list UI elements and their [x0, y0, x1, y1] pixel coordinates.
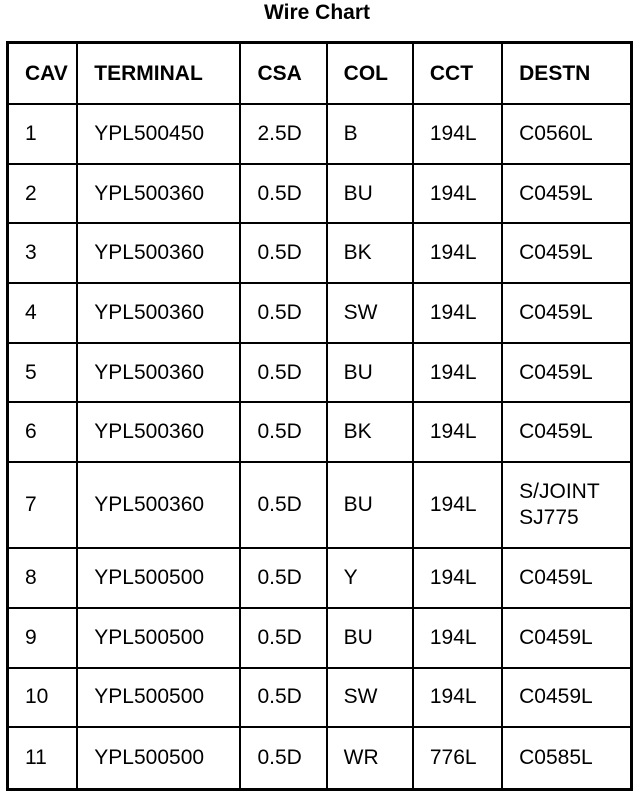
cell-cav: 8 [8, 548, 78, 608]
table-row [8, 668, 632, 728]
header-cct: CCT [413, 43, 502, 105]
table-row [8, 283, 632, 343]
cell-col: BU [327, 462, 413, 548]
cell-cct: 194L [413, 608, 502, 668]
cell-cav: 10 [8, 668, 78, 728]
cell-cav: 4 [8, 283, 78, 343]
cell-csa: 2.5D [240, 104, 326, 164]
cell-csa: 0.5D [240, 283, 326, 343]
cell-destn: C0459L [502, 548, 631, 608]
wire-chart-table [6, 41, 633, 791]
header-csa: CSA [240, 43, 326, 105]
cell-cct: 194L [413, 223, 502, 283]
cell-terminal: YPL500500 [77, 608, 240, 668]
cell-cav: 9 [8, 608, 78, 668]
cell-cav: 1 [8, 104, 78, 164]
cell-cav: 2 [8, 164, 78, 224]
header-destn: DESTN [502, 43, 631, 105]
table-row [8, 343, 632, 403]
header-col: COL [327, 43, 413, 105]
cell-terminal: YPL500360 [77, 164, 240, 224]
table-row [8, 727, 632, 789]
cell-csa: 0.5D [240, 668, 326, 728]
cell-destn-line: SJ775 [519, 506, 579, 530]
cell-destn: C0560L [502, 104, 631, 164]
cell-cct: 194L [413, 343, 502, 403]
cell-cct: 194L [413, 283, 502, 343]
cell-csa: 0.5D [240, 402, 326, 462]
cell-csa: 0.5D [240, 223, 326, 283]
cell-terminal: YPL500360 [77, 402, 240, 462]
cell-terminal: YPL500360 [77, 283, 240, 343]
cell-destn-line: S/JOINT [519, 480, 600, 504]
cell-csa: 0.5D [240, 462, 326, 548]
cell-csa: 0.5D [240, 343, 326, 403]
cell-destn: C0459L [502, 343, 631, 403]
cell-cct: 194L [413, 402, 502, 462]
cell-terminal: YPL500360 [77, 223, 240, 283]
cell-cav: 6 [8, 402, 78, 462]
cell-terminal: YPL500500 [77, 548, 240, 608]
cell-col: SW [327, 668, 413, 728]
cell-col: BU [327, 343, 413, 403]
cell-destn: C0459L [502, 283, 631, 343]
cell-csa: 0.5D [240, 164, 326, 224]
cell-col: B [327, 104, 413, 164]
cell-col: BU [327, 608, 413, 668]
cell-destn [502, 462, 631, 548]
header-cav: CAV [8, 43, 78, 105]
cell-col: BK [327, 402, 413, 462]
cell-destn: C0459L [502, 668, 631, 728]
cell-terminal: YPL500500 [77, 668, 240, 728]
page-title: Wire Chart [264, 1, 370, 24]
cell-col: BK [327, 223, 413, 283]
cell-destn: C0459L [502, 402, 631, 462]
table-row [8, 402, 632, 462]
cell-cct: 194L [413, 668, 502, 728]
cell-destn: C0585L [502, 727, 631, 789]
table-row [8, 104, 632, 164]
cell-cav: 5 [8, 343, 78, 403]
cell-terminal: YPL500500 [77, 727, 240, 789]
cell-col: Y [327, 548, 413, 608]
cell-cav: 11 [8, 727, 78, 789]
cell-cav: 3 [8, 223, 78, 283]
table-row [8, 164, 632, 224]
cell-col: BU [327, 164, 413, 224]
table-row [8, 548, 632, 608]
cell-cct: 776L [413, 727, 502, 789]
cell-cav: 7 [8, 462, 78, 548]
cell-terminal: YPL500360 [77, 462, 240, 548]
cell-cct: 194L [413, 462, 502, 548]
cell-col: SW [327, 283, 413, 343]
cell-cct: 194L [413, 164, 502, 224]
cell-cct: 194L [413, 104, 502, 164]
table-row [8, 223, 632, 283]
cell-terminal: YPL500360 [77, 343, 240, 403]
header-terminal: TERMINAL [77, 43, 240, 105]
cell-csa: 0.5D [240, 548, 326, 608]
cell-destn: C0459L [502, 608, 631, 668]
cell-destn: C0459L [502, 223, 631, 283]
table-row [8, 462, 632, 548]
cell-destn: C0459L [502, 164, 631, 224]
table-header-row [8, 43, 632, 105]
cell-col: WR [327, 727, 413, 789]
cell-terminal: YPL500450 [77, 104, 240, 164]
cell-csa: 0.5D [240, 727, 326, 789]
cell-csa: 0.5D [240, 608, 326, 668]
cell-cct: 194L [413, 548, 502, 608]
table-row [8, 608, 632, 668]
